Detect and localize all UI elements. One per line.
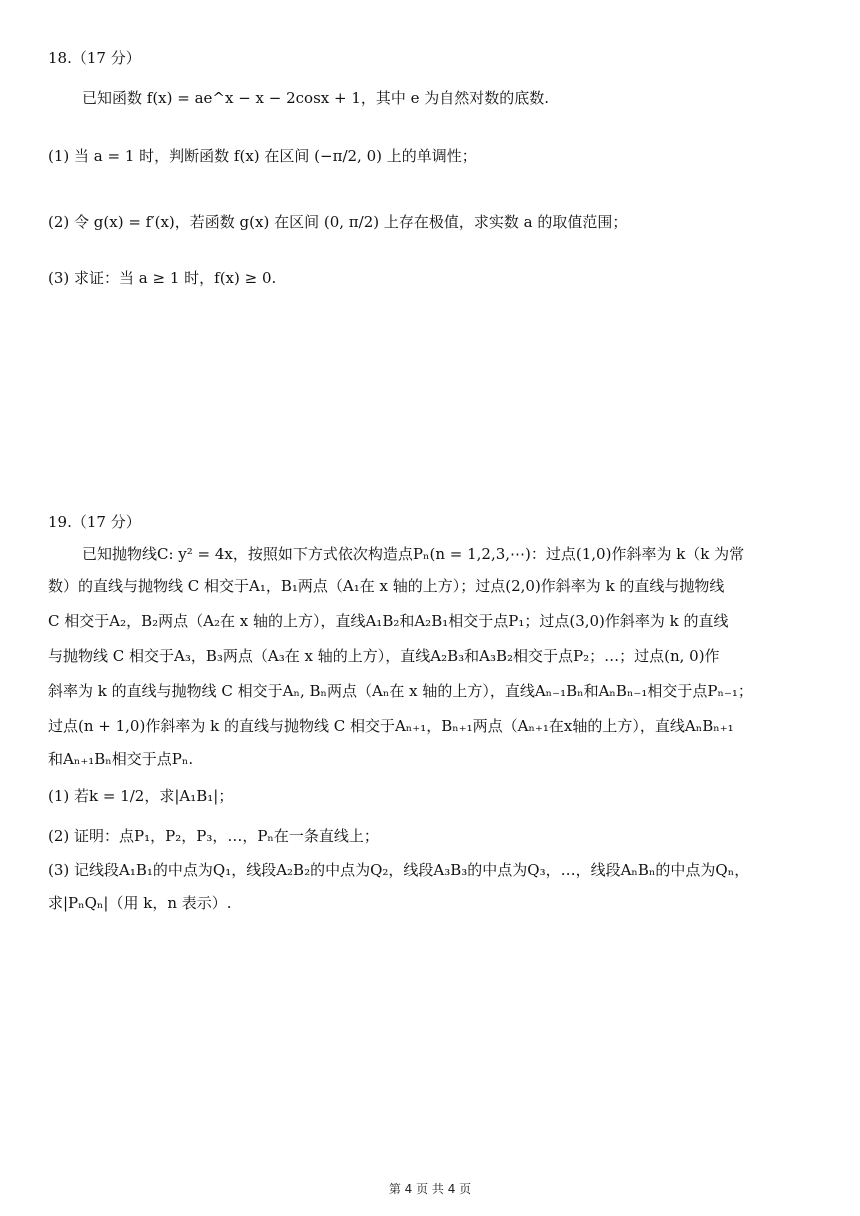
q18-heading: 18.（17 分）	[48, 49, 141, 67]
page-footer: 第 4 页 共 4 页	[388, 1182, 472, 1196]
q19-part2: (2) 证明：点P₁，P₂，P₃，…，Pₙ在一条直线上；	[48, 827, 379, 845]
q19-part3-line-2: 求|PₙQₙ|（用 k，n 表示）.	[48, 894, 232, 912]
q18-part1: (1) 当 a = 1 时，判断函数 f(x) 在区间 (−π/2, 0) 上的单调性；	[48, 147, 477, 165]
q18-part3: (3) 求证：当 a ≥ 1 时，f(x) ≥ 0.	[48, 269, 277, 287]
q19-para-line-3: C 相交于A₂，B₂两点（A₂在 x 轴的上方），直线A₁B₂和A₂B₁相交于点P₁；过点(3,0)作斜率为 k 的直线	[48, 612, 729, 630]
q19-heading: 19.（17 分）	[48, 513, 141, 531]
q19-part3-line-1: (3) 记线段A₁B₁的中点为Q₁，线段A₂B₂的中点为Q₂，线段A₃B₃的中点为Q₃，…，线段AₙBₙ的中点为Qₙ，	[48, 861, 750, 879]
q18-intro: 已知函数 f(x) = ae^x − x − 2cosx + 1，其中 e 为自然对数的底数.	[82, 89, 550, 107]
q19-part1: (1) 若k = 1/2，求|A₁B₁|；	[48, 787, 234, 805]
q19-para-line-7: 和Aₙ₊₁Bₙ相交于点Pₙ.	[48, 750, 194, 768]
q18-part2: (2) 令 g(x) = f′(x)，若函数 g(x) 在区间 (0, π/2) 上存在极值，求实数 a 的取值范围；	[48, 213, 628, 231]
q19-para-line-2: 数）的直线与抛物线 C 相交于A₁，B₁两点（A₁在 x 轴的上方）；过点(2,0)作斜率为 k 的直线与抛物线	[48, 577, 725, 595]
q19-para-line-5: 斜率为 k 的直线与抛物线 C 相交于Aₙ, Bₙ两点（Aₙ在 x 轴的上方），直线Aₙ₋₁Bₙ和AₙBₙ₋₁相交于点Pₙ₋₁；	[48, 682, 753, 700]
q19-para-line-6: 过点(n + 1,0)作斜率为 k 的直线与抛物线 C 相交于Aₙ₊₁，Bₙ₊₁两点（Aₙ₊₁在x轴的上方），直线AₙBₙ₊₁	[48, 717, 734, 735]
q19-para-line-4: 与抛物线 C 相交于A₃，B₃两点（A₃在 x 轴的上方），直线A₂B₃和A₃B₂相交于点P₂；…；过点(n, 0)作	[48, 647, 720, 665]
q19-para-line-1: 已知抛物线C: y² = 4x，按照如下方式依次构造点Pₙ(n = 1,2,3,⋯)：过点(1,0)作斜率为 k（k 为常	[82, 545, 745, 563]
